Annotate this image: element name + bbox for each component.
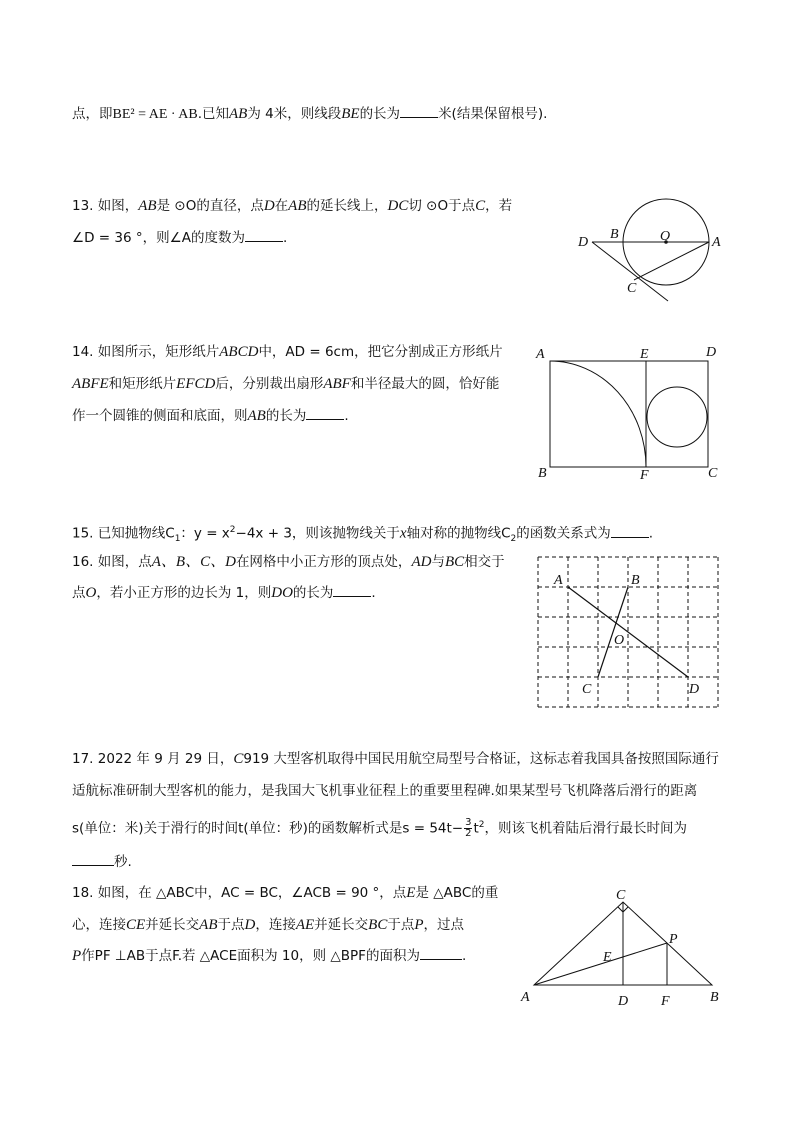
answer-blank[interactable]	[306, 418, 344, 420]
answer-blank[interactable]	[611, 536, 649, 538]
q17-line-2: 适航标准研制大型客机的能力，是我国大飞机事业征程上的重要里程碑.如果某型号飞机降落后滑行的距离	[72, 783, 698, 799]
q16-line-1: 16. 如图，点A、B、C、D在网格中小正方形的顶点处，AD与BC相交于	[72, 554, 505, 570]
label-b: B	[710, 990, 719, 1005]
rect-abcd	[550, 361, 708, 467]
answer-blank[interactable]	[333, 595, 371, 597]
q17-line-4: 秒.	[72, 852, 132, 872]
inscribed-circle	[647, 387, 707, 447]
answer-blank[interactable]	[72, 864, 114, 866]
answer-blank[interactable]	[420, 958, 462, 960]
label-d: D	[706, 345, 717, 360]
label-c: C	[627, 281, 637, 296]
label-c: C	[708, 466, 718, 481]
label-d: D	[689, 682, 700, 697]
q14-line-2: ABFE和矩形纸片EFCD后，分别裁出扇形ABF和半径最大的圆，恰好能	[72, 376, 500, 392]
fraction-3-2: $\frac{3}{2}$	[465, 817, 472, 839]
label-c: C	[616, 888, 626, 903]
label-a: A	[712, 235, 721, 250]
q18-line-1: 18. 如图，在 △ABC中，AC = BC，∠ACB = 90 °，点E是 △ABC的重	[72, 885, 499, 901]
q12-line: 点，即BE² = AE · AB.已知AB为 4米，则线段BE的长为 米(结果保留根号).	[72, 106, 548, 122]
answer-blank[interactable]	[400, 116, 438, 118]
label-a: A	[536, 347, 545, 362]
q18-line-2: 心，连接CE并延长交AB于点D，连接AE并延长交BC于点P，过点	[72, 917, 465, 933]
label-d: D	[578, 235, 589, 250]
q16-figure	[530, 550, 730, 715]
label-o: O	[614, 633, 625, 648]
q14-figure	[530, 342, 730, 482]
label-d: D	[618, 994, 629, 1009]
chord-ca	[634, 242, 709, 280]
q17-line-3: s(单位：米)关于滑行的时间t(单位：秒)的函数解析式是s = 54t− $\frac{3}{2}$ $t^2$，则该飞机着陆后滑行最长时间为	[72, 817, 688, 839]
label-f: F	[661, 994, 670, 1009]
q18-figure	[515, 885, 730, 1015]
label-b: B	[610, 227, 619, 242]
q14-line-1: 14. 如图所示，矩形纸片ABCD中，AD = 6cm，把它分割成正方形纸片	[72, 344, 503, 360]
segment-bc	[598, 587, 628, 677]
label-b: B	[631, 573, 640, 588]
sector-arc-abf	[550, 361, 646, 467]
q13-line-2: ∠D = 36 °，则∠A的度数为 .	[72, 230, 288, 246]
label-c: C	[582, 682, 592, 697]
q17-line-1: 17. 2022 年 9 月 29 日，C919 大型客机取得中国民用航空局型号合格证，这标志着我国具备按照国际通行	[72, 751, 719, 767]
q15-line: 15. 已知抛物线$C_1$：$y = x^2-4x + 3$，则该抛物线关于x轴对称的抛物线$C_2$的函数关系式为 .	[72, 525, 654, 545]
q16-line-2: 点O，若小正方形的边长为 1，则DO的长为 .	[72, 585, 376, 601]
label-e: E	[640, 347, 649, 362]
q13-line-1: 13. 如图，AB是 ⊙O的直径，点D在AB的延长线上，DC切 ⊙O于点C，若	[72, 198, 513, 214]
q18-line-3: P作PF ⊥AB于点F.若 △ACE面积为 10，则 △BPF的面积为 .	[72, 948, 467, 964]
segment-ap	[534, 943, 667, 985]
label-a: A	[554, 573, 563, 588]
q14-line-3: 作一个圆锥的侧面和底面，则AB的长为 .	[72, 408, 349, 424]
label-o: O	[660, 229, 671, 244]
q13-figure	[570, 196, 730, 306]
label-a: A	[521, 990, 530, 1005]
label-p: P	[669, 932, 678, 947]
q12-formula: BE² = AE · AB	[112, 107, 198, 122]
answer-blank[interactable]	[245, 240, 283, 242]
label-e: E	[603, 950, 612, 965]
label-f: F	[640, 468, 649, 483]
label-b: B	[538, 466, 547, 481]
